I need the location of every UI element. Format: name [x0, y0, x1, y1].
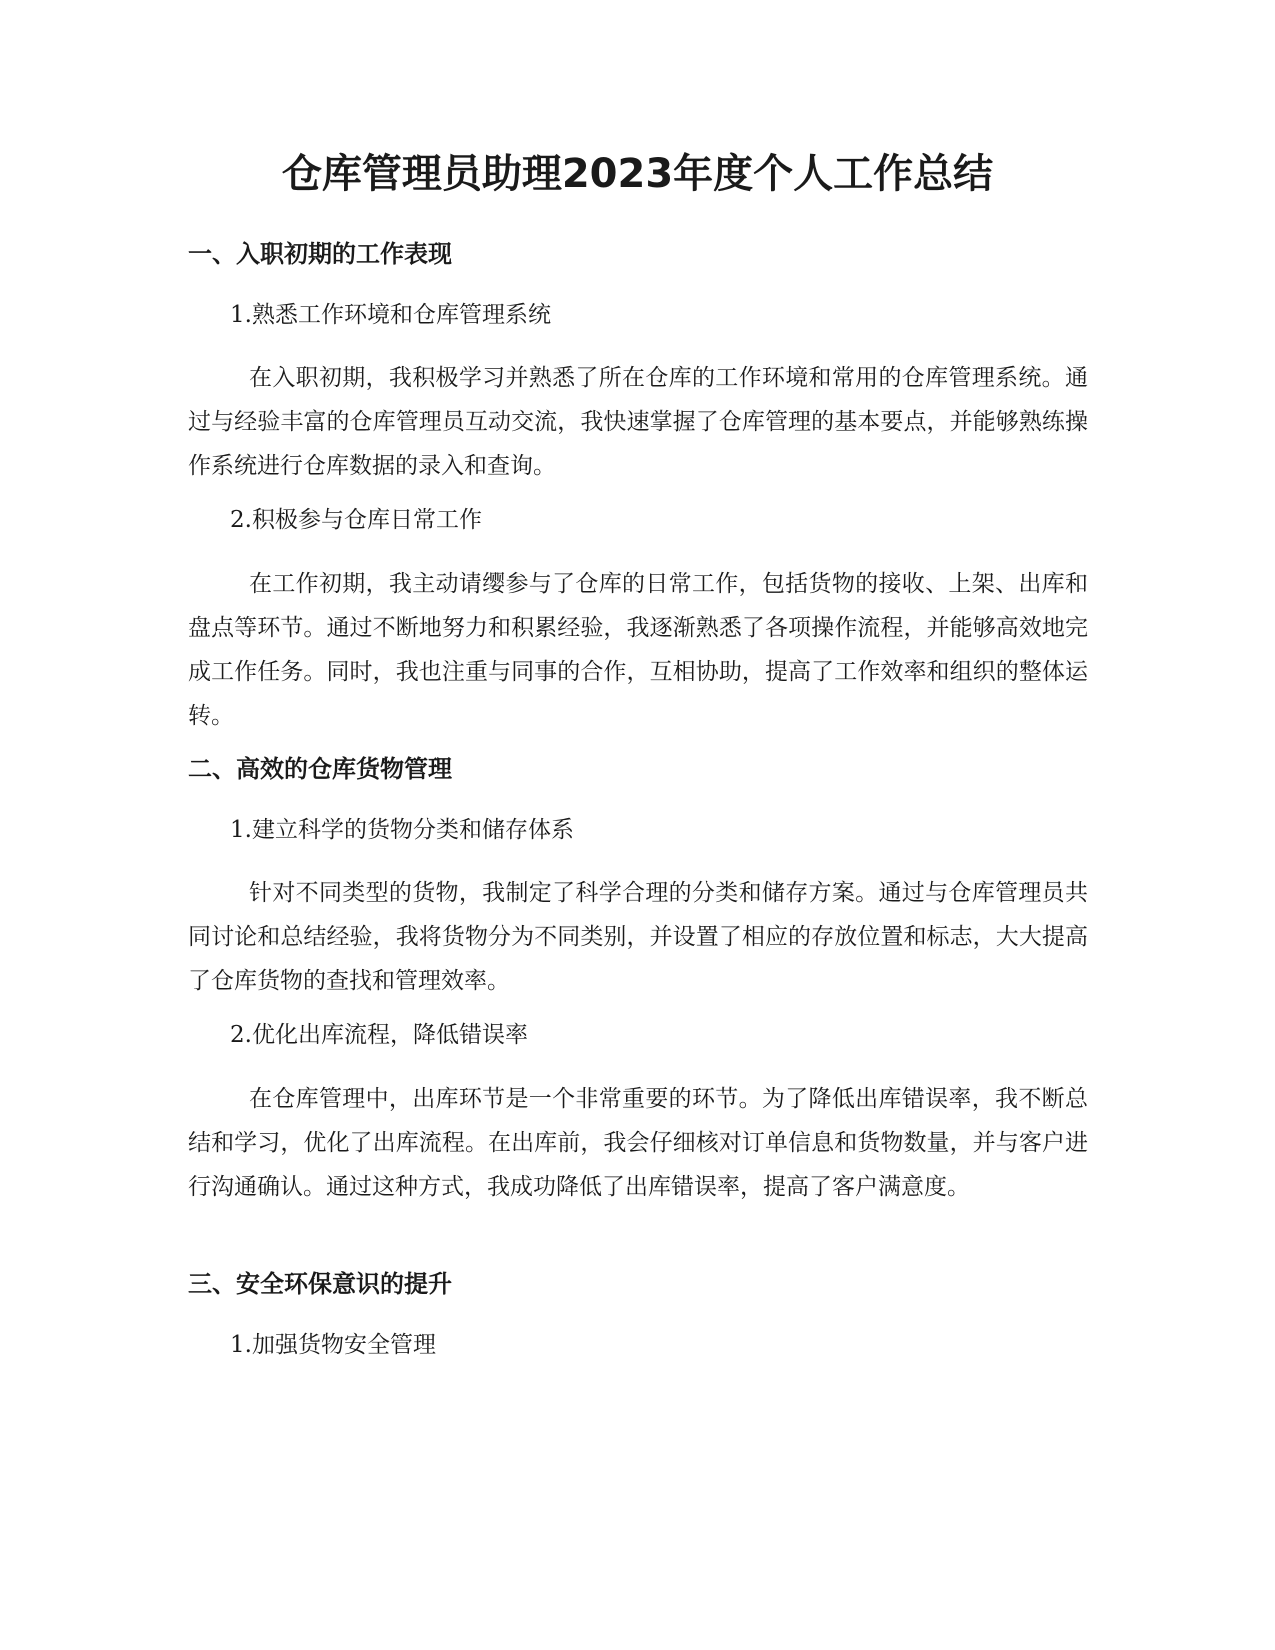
subheading-3-1: 1.加强货物安全管理	[230, 1332, 436, 1358]
section-heading-1: 一、入职初期的工作表现	[188, 240, 452, 268]
subheading-1-1: 1.熟悉工作环境和仓库管理系统	[230, 302, 551, 328]
paragraph-2-1: 针对不同类型的货物，我制定了科学合理的分类和储存方案。通过与仓库管理员共同讨论和总结经验，我将货物分为不同类别，并设置了相应的存放位置和标志，大大提高了仓库货物的查找和管理效率。	[188, 880, 1088, 994]
document-title: 仓库管理员助理2023年度个人工作总结	[281, 151, 994, 197]
paragraph-2-2: 在仓库管理中，出库环节是一个非常重要的环节。为了降低出库错误率，我不断总结和学习，优化了出库流程。在出库前，我会仔细核对订单信息和货物数量，并与客户进行沟通确认。通过这种方式，我成功降低了出库错误率，提高了客户满意度。	[188, 1086, 1088, 1200]
subheading-2-2: 2.优化出库流程，降低错误率	[230, 1022, 528, 1048]
section-heading-2: 二、高效的仓库货物管理	[188, 755, 452, 783]
paragraph-1-1: 在入职初期，我积极学习并熟悉了所在仓库的工作环境和常用的仓库管理系统。通过与经验丰富的仓库管理员互动交流，我快速掌握了仓库管理的基本要点，并能够熟练操作系统进行仓库数据的录入和查询。	[188, 365, 1088, 479]
section-heading-3: 三、安全环保意识的提升	[188, 1270, 452, 1298]
subheading-2-1: 1.建立科学的货物分类和储存体系	[230, 817, 574, 843]
paragraph-1-2: 在工作初期，我主动请缨参与了仓库的日常工作，包括货物的接收、上架、出库和盘点等环节。通过不断地努力和积累经验，我逐渐熟悉了各项操作流程，并能够高效地完成工作任务。同时，我也注重与同事的合作，互相协助，提高了工作效率和组织的整体运转。	[188, 571, 1088, 729]
subheading-1-2: 2.积极参与仓库日常工作	[230, 507, 482, 533]
